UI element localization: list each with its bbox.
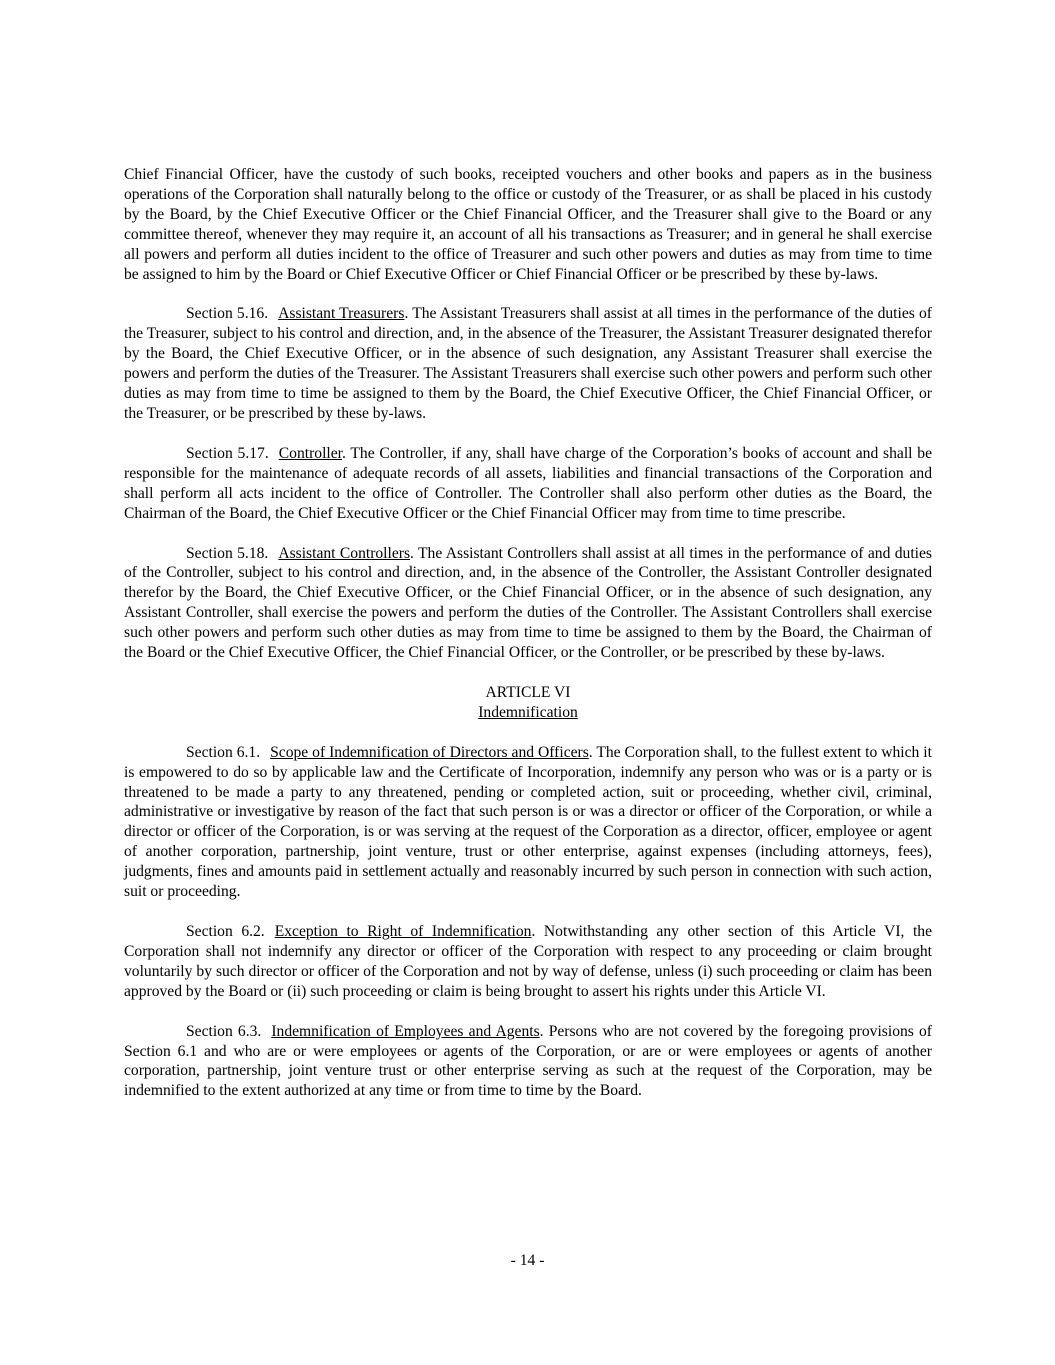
article-label: ARTICLE VI: [485, 683, 571, 701]
section-text: . Persons who are not covered by the foregoing provisions of Section 6.1 and who are or were employees or agents of the Corporation, or are or were employees or agents of another corporation, partnership, joint venture trust or other enterprise serving as such at the request of the Corporation, may be indemnified to the extent authorized at any time or from time to time by the Board.: [124, 1022, 932, 1100]
article-heading: [124, 683, 932, 723]
section-title: Scope of Indemnification of Directors and Officers: [270, 743, 589, 761]
section-6-1: [124, 743, 932, 902]
section-number: Section 6.2.: [186, 923, 265, 940]
section-text: . The Corporation shall, to the fullest extent to which it is empowered to do so by applicable law and the Certificate of Incorporation, indemnify any person who was or is a party or is threatened to be made a party to any threatened, pending or completed action, suit or proceeding, whether civil, criminal, administrative or investigative by reason of the fact that such person is or was a director or officer of the Corporation, or while a director or officer of the Corporation, is or was serving at the request of the Corporation as a director, officer, employee or agent of another corporation, partnership, joint venture, trust or other enterprise, against expenses (including attorneys, fees), judgments, fines and amounts paid in settlement actually and reasonably incurred by such person in connection with such action, suit or proceeding.: [124, 743, 932, 901]
section-5-18: [124, 544, 932, 663]
section-number: Section 6.1.: [186, 743, 261, 761]
article-title: Indemnification: [478, 703, 578, 721]
continuation-paragraph: [124, 165, 932, 284]
section-text: . Notwithstanding any other section of this Article VI, the Corporation shall not indemnify any director or officer of the Corporation with respect to any proceeding or claim brought voluntarily by such director or officer of the Corporation and not by way of defense, unless (i) such proceeding or claim has been approved by the Board or (ii) such proceeding or claim is being brought to assert his rights under this Article VI.: [124, 923, 932, 1000]
page-number: - 14 -: [510, 1252, 545, 1269]
section-text: . The Assistant Treasurers shall assist at all times in the performance of the duties of the Treasurer, subject to his control and direction, and, in the absence of the Treasurer, the Assistant Treasurer designated therefor by the Board, the Chief Executive Officer, or in the absence of such designation, any Assistant Treasurer shall exercise the powers and perform the duties of the Treasurer. The Assistant Treasurers shall exercise such other powers and perform such other duties as may from time to time be assigned to them by the Board, the Chief Executive Officer, the Chief Financial Officer, or the Treasurer, or be prescribed by these by-laws.: [124, 305, 932, 422]
section-text: . The Controller, if any, shall have charge of the Corporation’s books of account and shall be responsible for the maintenance of adequate records of all assets, liabilities and financial transactions of the Corporation and shall perform all acts incident to the office of Controller. The Controller shall also perform other duties as the Board, the Chairman of the Board, the Chief Executive Officer or the Chief Financial Officer may from time to time prescribe.: [124, 444, 932, 522]
section-title: Assistant Controllers: [278, 544, 411, 562]
continuation-text: Chief Financial Officer, have the custody of such books, receipted vouchers and other books and papers as in the business operations of the Corporation shall naturally belong to the office or custody of the Treasurer, or as shall be placed in his custody by the Board, by the Chief Executive Officer or the Chief Financial Officer, and the Treasurer shall give to the Board or any committee thereof, whenever they may require it, an account of all his transactions as Treasurer; and in general he shall exercise all powers and perform all duties incident to the office of Treasurer and such other powers and duties as may from time to time be assigned to him by the Board or Chief Executive Officer or Chief Financial Officer or be prescribed by these by-laws.: [124, 166, 932, 283]
section-text: . The Assistant Controllers shall assist at all times in the performance of and duties of the Controller, subject to his control and direction, and, in the absence of the Controller, the Assistant Controller designated therefor by the Board, the Chief Executive Officer, or the Chief Financial Officer, or in the absence of such designation, any Assistant Controller, shall exercise the powers and perform the duties of the Controller. The Assistant Controllers shall exercise such other powers and perform such other duties as may from time to time be assigned to them by the Board, the Chairman of the Board or the Chief Executive Officer, the Chief Financial Officer, or the Controller, or be prescribed by these by-laws.: [124, 544, 932, 662]
section-6-2: [124, 922, 932, 1002]
section-title: Controller: [278, 444, 342, 462]
section-number: Section 5.17.: [186, 444, 269, 462]
section-6-3: [124, 1022, 932, 1102]
section-5-17: [124, 444, 932, 524]
section-title: Assistant Treasurers: [278, 305, 405, 323]
section-number: Section 5.18.: [186, 544, 269, 562]
section-number: Section 5.16.: [186, 305, 269, 323]
section-title: Indemnification of Employees and Agents: [271, 1022, 540, 1040]
section-5-16: [124, 304, 932, 423]
section-number: Section 6.3.: [186, 1022, 262, 1040]
section-title: Exception to Right of Indemnification: [274, 923, 532, 940]
document-body: [124, 165, 932, 1121]
